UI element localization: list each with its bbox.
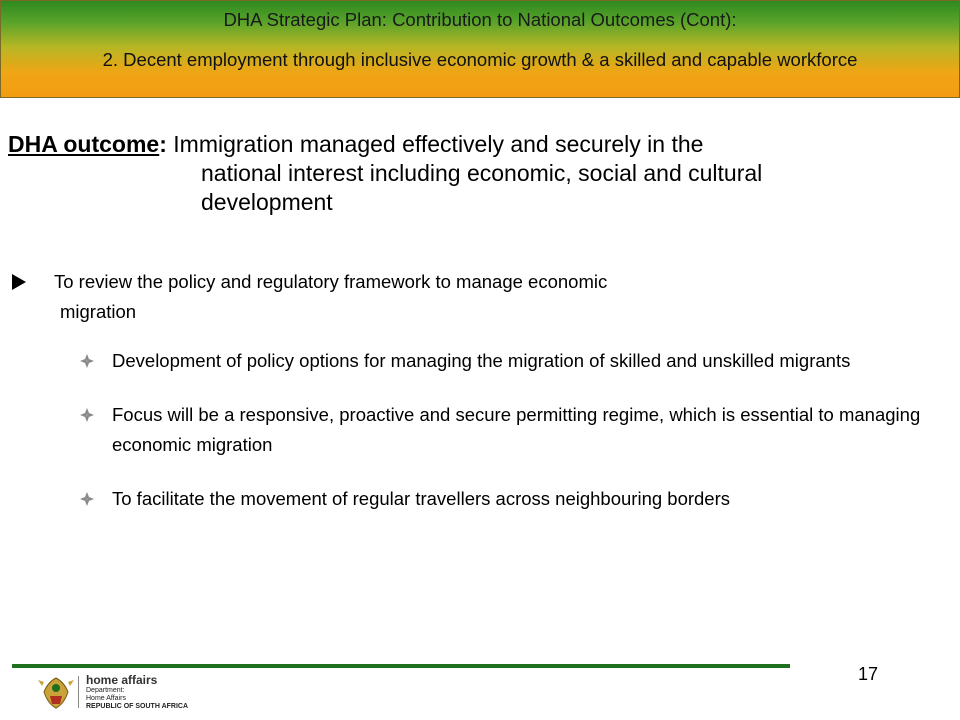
sub-bullet-list xyxy=(78,346,938,538)
page-number: 17 xyxy=(858,664,879,684)
logo-country: REPUBLIC OF SOUTH AFRICA xyxy=(86,703,189,710)
slide-subtitle: 2. Decent employment through inclusive economic growth & a skilled and capable workforce xyxy=(102,49,858,70)
logo-sub: Home Affairs xyxy=(86,695,126,702)
sub-bullet-text: Focus will be a responsive, proactive and secure permitting regime, which is essential to managing economic migration xyxy=(112,404,921,455)
outcome-text-1: Immigration managed effectively and securely in the xyxy=(173,131,704,157)
logo-dept: Department: xyxy=(86,687,125,694)
sub-bullet-text: Development of policy options for managing the migration of skilled and unskilled migrants xyxy=(112,350,851,371)
list-item xyxy=(78,346,938,376)
outcome-line-2: national interest including economic, social and cultural xyxy=(201,160,763,186)
outcome-line-3: development xyxy=(201,189,333,215)
diamond-bullet-icon xyxy=(80,492,94,506)
diamond-bullet-icon xyxy=(80,408,94,422)
logo-text xyxy=(86,674,188,711)
arrow-bullet-icon xyxy=(12,274,26,290)
outcome-block xyxy=(8,130,938,217)
slide-title: DHA Strategic Plan: Contribution to National Outcomes (Cont): xyxy=(223,9,737,30)
main-bullet xyxy=(12,267,912,327)
list-item xyxy=(78,400,938,460)
slide-header xyxy=(0,0,960,98)
main-bullet-line-2: migration xyxy=(60,301,137,322)
list-item xyxy=(78,484,938,514)
outcome-label: DHA outcome xyxy=(8,131,160,157)
outcome-line-1 xyxy=(8,130,938,159)
footer-divider xyxy=(12,664,790,668)
logo-name: home affairs xyxy=(86,673,158,687)
sub-bullet-text: To facilitate the movement of regular travellers across neighbouring borders xyxy=(112,488,731,509)
diamond-bullet-icon xyxy=(80,354,94,368)
main-bullet-line-1: To review the policy and regulatory framework to manage economic xyxy=(54,271,608,292)
outcome-colon: : xyxy=(159,131,167,157)
